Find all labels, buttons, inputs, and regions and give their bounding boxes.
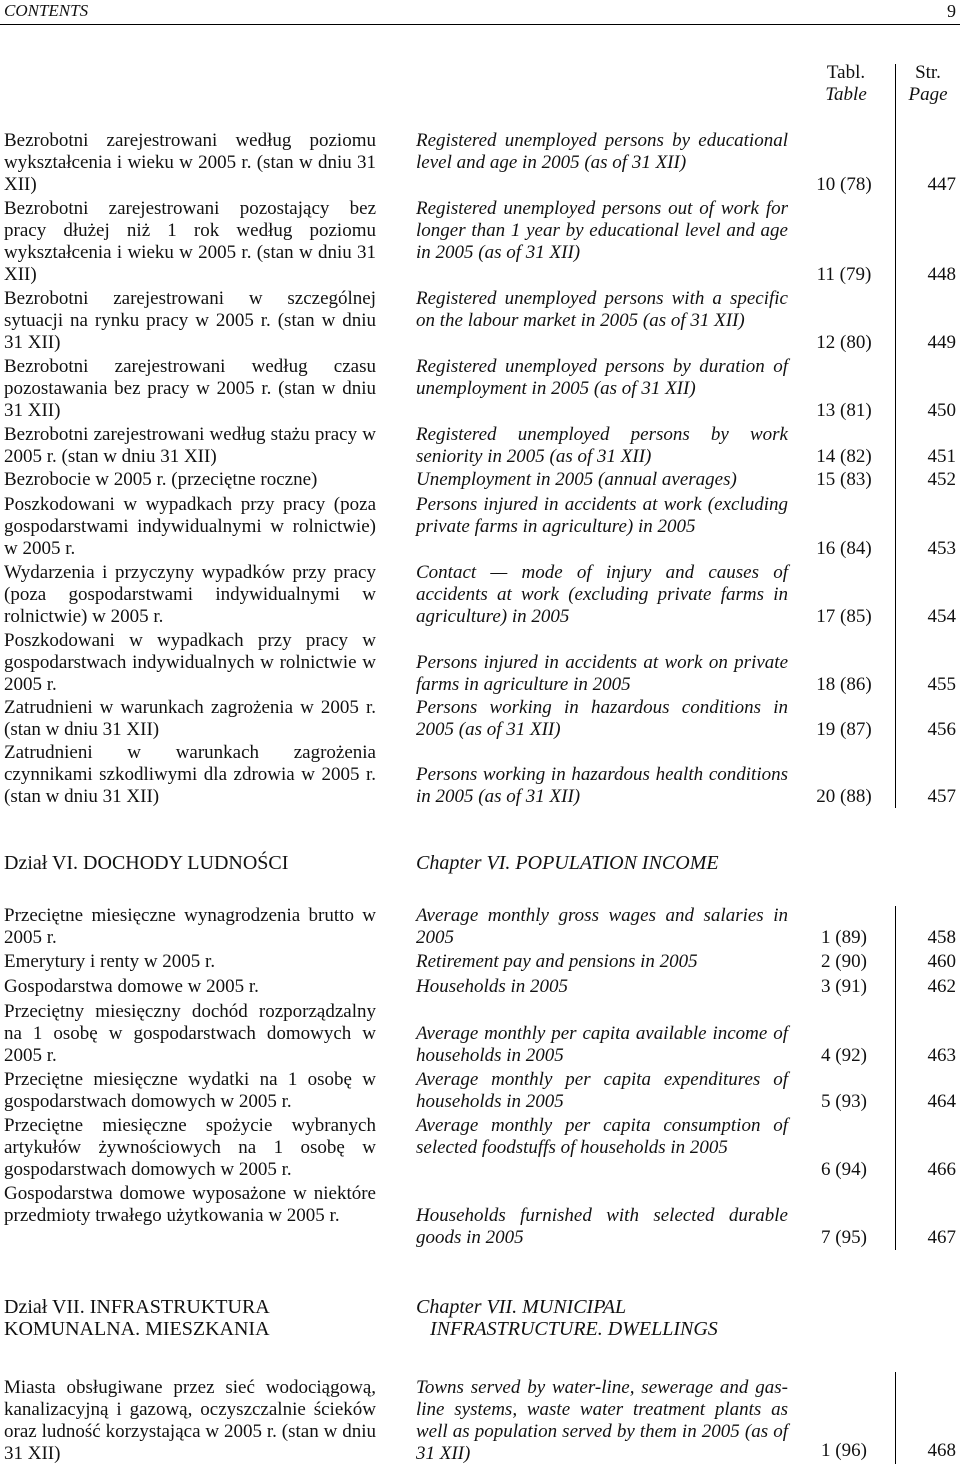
entry-title-pl: Wydarzenia i przyczyny wypadków przy pracy (poza gospodarstwami indywidualnymi w rolnictwie) w 2005 r. <box>4 562 376 627</box>
entry-page-number: 456 <box>927 719 956 740</box>
page-number: 9 <box>947 1 956 21</box>
running-title: CONTENTS <box>4 1 89 20</box>
toc-entry[interactable] <box>0 1115 960 1181</box>
toc-entry[interactable] <box>0 742 960 808</box>
entry-table-number: 11 (79) <box>816 264 872 285</box>
toc-entry[interactable] <box>0 630 960 696</box>
entry-title-pl: Przeciętne miesięczne spożycie wybranych artykułów żywnościowych na 1 osobę w gospodarstwach domowych w 2005 r. <box>4 1115 376 1180</box>
page-header-en: Page <box>908 84 948 105</box>
page-column-header <box>896 62 960 106</box>
entry-page-number: 463 <box>927 1045 956 1066</box>
page-header-pl: Str. <box>915 62 941 83</box>
table-header-pl: Tabl. <box>826 62 866 83</box>
entry-table-number: 1 (96) <box>821 1440 867 1461</box>
entry-title-en: Persons injured in accidents at work (excluding private farms in agriculture) in 2005 <box>416 494 788 537</box>
entry-page-number: 458 <box>927 927 956 948</box>
entry-title-en: Average monthly gross wages and salaries in 2005 <box>416 905 788 948</box>
entry-title-en: Persons injured in accidents at work on private farms in agriculture in 2005 <box>416 652 788 695</box>
entry-page-number: 460 <box>927 951 956 972</box>
entry-table-number: 10 (78) <box>816 174 872 195</box>
toc-entry[interactable] <box>0 1069 960 1113</box>
entry-title-en: Registered unemployed persons by work seniority in 2005 (as of 31 XII) <box>416 424 788 467</box>
entry-table-number: 1 (89) <box>821 927 867 948</box>
toc-entry[interactable] <box>0 697 960 741</box>
chapter-title-pl-line2: KOMUNALNA. MIESZKANIA <box>4 1318 270 1340</box>
entry-page-number: 447 <box>927 174 956 195</box>
chapter-title-pl <box>4 1296 384 1340</box>
entry-title-en: Persons working in hazardous conditions in 2005 (as of 31 XII) <box>416 697 788 740</box>
entry-table-number: 4 (92) <box>821 1045 867 1066</box>
entry-title-en: Households in 2005 <box>416 976 568 997</box>
entry-page-number: 464 <box>927 1091 956 1112</box>
entry-title-en: Average monthly per capita consumption of selected foodstuffs of households in 2005 <box>416 1115 788 1158</box>
entry-table-number: 14 (82) <box>816 446 872 467</box>
entry-title-en: Average monthly per capita expenditures of households in 2005 <box>416 1069 788 1112</box>
entry-table-number: 18 (86) <box>816 674 872 695</box>
entry-page-number: 466 <box>927 1159 956 1180</box>
toc-entry[interactable] <box>0 424 960 468</box>
chapter-title-pl: Dział VI. DOCHODY LUDNOŚCI <box>4 852 289 874</box>
entry-page-number: 449 <box>927 332 956 353</box>
toc-entry[interactable] <box>0 494 960 560</box>
chapter-title-pl-line1: Dział VII. INFRASTRUKTURA <box>4 1296 270 1318</box>
entry-title-pl: Przeciętne miesięczne wydatki na 1 osobę w gospodarstwach domowych w 2005 r. <box>4 1069 376 1112</box>
entry-page-number: 448 <box>927 264 956 285</box>
entry-title-pl: Bezrobocie w 2005 r. (przeciętne roczne) <box>4 469 318 490</box>
entry-page-number: 468 <box>927 1440 956 1461</box>
entry-title-pl: Gospodarstwa domowe w 2005 r. <box>4 976 259 997</box>
entry-title-pl: Miasta obsługiwane przez sieć wodociągową, kanalizacyjną i gazową, oczyszczalnie ścieków oraz ludność korzystająca w 2005 r. (stan w dniu 31 XII) <box>4 1377 376 1464</box>
chapter-title-en-line2: INFRASTRUCTURE. DWELLINGS <box>430 1318 718 1340</box>
entry-title-en: Unemployment in 2005 (annual averages) <box>416 469 737 490</box>
entry-table-number: 17 (85) <box>816 606 872 627</box>
entry-title-en: Registered unemployed persons out of work for longer than 1 year by educational level and age in 2005 (as of 31 XII) <box>416 198 788 263</box>
toc-entry[interactable] <box>0 356 960 422</box>
toc-entry[interactable] <box>0 198 960 286</box>
toc-entry[interactable] <box>0 905 960 949</box>
entry-title-en: Registered unemployed persons by educational level and age in 2005 (as of 31 XII) <box>416 130 788 173</box>
header-rule <box>0 24 960 25</box>
chapter-title-en-line1: Chapter VII. MUNICIPAL <box>416 1296 627 1318</box>
chapter-title-en <box>416 1296 796 1340</box>
entry-table-number: 7 (95) <box>821 1227 867 1248</box>
entry-title-pl: Przeciętny miesięczny dochód rozporządzalny na 1 osobę w gospodarstwach domowych w 2005 r. <box>4 1001 376 1066</box>
toc-entry[interactable] <box>0 1377 960 1465</box>
entry-table-number: 5 (93) <box>821 1091 867 1112</box>
entry-title-en: Registered unemployed persons with a specific on the labour market in 2005 (as of 31 XII) <box>416 288 788 331</box>
entry-table-number: 3 (91) <box>821 976 867 997</box>
entry-title-pl: Bezrobotni zarejestrowani w szczególnej sytuacji na rynku pracy w 2005 r. (stan w dniu 31 XII) <box>4 288 376 353</box>
column-headers <box>0 62 960 112</box>
entry-title-en: Households furnished with selected durable goods in 2005 <box>416 1205 788 1248</box>
entry-title-pl: Zatrudnieni w warunkach zagrożenia czynnikami szkodliwymi dla zdrowia w 2005 r. (stan w dniu 31 XII) <box>4 742 376 807</box>
entry-title-en: Registered unemployed persons by duration of unemployment in 2005 (as of 31 XII) <box>416 356 788 399</box>
entry-page-number: 451 <box>927 446 956 467</box>
toc-entry[interactable] <box>0 130 960 196</box>
toc-entry[interactable] <box>0 469 960 491</box>
entry-table-number: 6 (94) <box>821 1159 867 1180</box>
entry-title-en: Retirement pay and pensions in 2005 <box>416 951 698 972</box>
entry-table-number: 13 (81) <box>816 400 872 421</box>
entry-page-number: 454 <box>927 606 956 627</box>
entry-page-number: 453 <box>927 538 956 559</box>
entry-title-en: Average monthly per capita available income of households in 2005 <box>416 1023 788 1066</box>
entry-table-number: 20 (88) <box>816 786 872 807</box>
entry-title-pl: Bezrobotni zarejestrowani według czasu pozostawania bez pracy w 2005 r. (stan w dniu 31 XII) <box>4 356 376 421</box>
table-header-en: Table <box>825 84 867 105</box>
entry-title-pl: Emerytury i renty w 2005 r. <box>4 951 216 972</box>
entry-table-number: 19 (87) <box>816 719 872 740</box>
entry-table-number: 2 (90) <box>821 951 867 972</box>
entry-page-number: 457 <box>927 786 956 807</box>
entry-page-number: 452 <box>927 469 956 490</box>
entry-title-pl: Bezrobotni zarejestrowani pozostający bez pracy dłużej niż 1 rok według poziomu wykształcenia i wieku w 2005 r. (stan w dniu 31 XII) <box>4 198 376 285</box>
entry-page-number: 455 <box>927 674 956 695</box>
table-column-header <box>798 62 894 106</box>
chapter-title-en: Chapter VI. POPULATION INCOME <box>416 852 719 874</box>
page-header <box>0 0 960 24</box>
entry-table-number: 16 (84) <box>816 538 872 559</box>
entry-title-pl: Zatrudnieni w warunkach zagrożenia w 2005 r. (stan w dniu 31 XII) <box>4 697 376 740</box>
entry-title-pl: Gospodarstwa domowe wyposażone w niektóre przedmioty trwałego użytkowania w 2005 r. <box>4 1183 376 1226</box>
entry-title-en: Persons working in hazardous health conditions in 2005 (as of 31 XII) <box>416 764 788 807</box>
entry-title-pl: Bezrobotni zarejestrowani według poziomu wykształcenia i wieku w 2005 r. (stan w dniu 31 XII) <box>4 130 376 195</box>
entry-title-en: Towns served by water-line, sewerage and gas-line systems, waste water treatment plants as well as population served by them in 2005 (as of 31 XII) <box>416 1377 788 1464</box>
entry-title-pl: Bezrobotni zarejestrowani według stażu pracy w 2005 r. (stan w dniu 31 XII) <box>4 424 376 467</box>
entry-title-pl: Poszkodowani w wypadkach przy pracy w gospodarstwach indywidualnych w rolnictwie w 2005 r. <box>4 630 376 695</box>
entry-page-number: 450 <box>927 400 956 421</box>
toc-entry[interactable] <box>0 976 960 998</box>
toc-entry[interactable] <box>0 1183 960 1249</box>
entry-page-number: 462 <box>927 976 956 997</box>
entry-title-en: Contact — mode of injury and causes of accidents at work (excluding private farms in agriculture) in 2005 <box>416 562 788 627</box>
entry-title-pl: Przeciętne miesięczne wynagrodzenia brutto w 2005 r. <box>4 905 376 948</box>
entry-table-number: 15 (83) <box>816 469 872 490</box>
entry-table-number: 12 (80) <box>816 332 872 353</box>
entry-title-pl: Poszkodowani w wypadkach przy pracy (poza gospodarstwami indywidualnymi w rolnictwie) w 2005 r. <box>4 494 376 559</box>
toc-entry[interactable] <box>0 1001 960 1067</box>
entry-page-number: 467 <box>927 1227 956 1248</box>
toc-entry[interactable] <box>0 288 960 354</box>
toc-entry[interactable] <box>0 951 960 973</box>
toc-entry[interactable] <box>0 562 960 628</box>
